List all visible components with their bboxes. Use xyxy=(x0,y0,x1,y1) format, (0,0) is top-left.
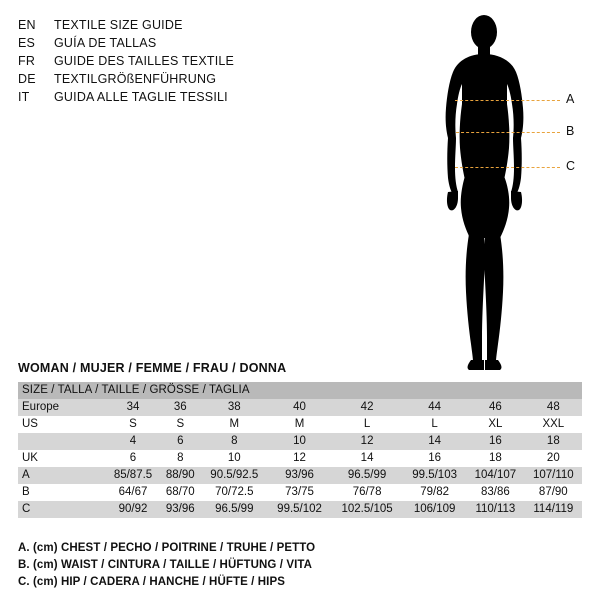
cell: 96.5/99 xyxy=(347,469,387,481)
row-label-us-numeric xyxy=(18,433,106,450)
language-text-es: GUÍA DE TALLAS xyxy=(54,36,157,50)
language-code-it: IT xyxy=(18,90,30,104)
silhouette-icon xyxy=(400,8,600,378)
measure-line-b xyxy=(456,132,560,133)
table-row xyxy=(18,501,582,518)
section-title: WOMAN / MUJER / FEMME / FRAU / DONNA xyxy=(18,361,287,375)
row-label-europe: Europe xyxy=(22,401,60,413)
row-label-b: B xyxy=(22,486,30,498)
cell: 96.5/99 xyxy=(215,503,254,515)
cell: 107/110 xyxy=(532,469,574,481)
cell: M xyxy=(294,418,305,430)
cell: 99.5/103 xyxy=(412,469,457,481)
language-code-fr: FR xyxy=(18,54,36,68)
cell: XL xyxy=(488,418,503,430)
row-label-c: C xyxy=(22,503,31,515)
row-label-us: US xyxy=(22,418,38,430)
cell: 16 xyxy=(428,452,441,464)
cell: 16 xyxy=(488,435,502,447)
cell: 14 xyxy=(360,452,374,464)
cell: 87/90 xyxy=(538,486,568,498)
cell: 93/96 xyxy=(165,503,195,515)
cell: 8 xyxy=(231,435,238,447)
cell: 70/72.5 xyxy=(215,486,254,498)
cell: 90/92 xyxy=(118,503,148,515)
cell: 8 xyxy=(177,452,184,464)
language-row-it xyxy=(18,88,318,106)
table-row xyxy=(18,484,582,501)
footnote-a: A. (cm) CHEST / PECHO / POITRINE / TRUHE / PETTO xyxy=(18,542,316,554)
cell: 6 xyxy=(129,452,137,464)
cell: 83/86 xyxy=(480,486,510,498)
cell: S xyxy=(129,418,137,430)
cell: 18 xyxy=(546,435,560,447)
footnote-b: B. (cm) WAIST / CINTURA / TAILLE / HÜFTUNG / VITA xyxy=(18,559,313,571)
language-row-es xyxy=(18,34,318,52)
language-code-de: DE xyxy=(18,72,36,86)
cell: XXL xyxy=(542,418,565,430)
table-header-row xyxy=(18,382,582,399)
table-row xyxy=(18,416,582,433)
table-row xyxy=(18,467,582,484)
language-code-en: EN xyxy=(18,18,36,32)
table-row xyxy=(18,433,582,450)
cell: 104/107 xyxy=(474,469,517,481)
language-header-block xyxy=(18,16,318,106)
language-row-fr xyxy=(18,52,318,70)
cell: 88/90 xyxy=(165,469,195,481)
cell: 90.5/92.5 xyxy=(210,469,259,481)
language-text-de: TEXTILGRÖßENFÜHRUNG xyxy=(54,72,217,86)
cell: 12 xyxy=(293,452,306,464)
table-row xyxy=(18,450,582,467)
cell: 14 xyxy=(428,435,441,447)
cell: 110/113 xyxy=(475,503,516,515)
measure-label-c: C xyxy=(566,159,576,173)
table-row xyxy=(18,399,582,416)
footnote-c: C. (cm) HIP / CADERA / HANCHE / HÜFTE / HIPS xyxy=(18,576,286,588)
row-label-a: A xyxy=(22,469,30,481)
cell: 79/82 xyxy=(420,486,449,498)
cell: 64/67 xyxy=(118,486,148,498)
cell: 38 xyxy=(227,401,241,413)
cell: 40 xyxy=(293,401,306,413)
measure-line-c xyxy=(455,167,560,168)
cell: 73/75 xyxy=(285,486,314,498)
cell: 48 xyxy=(546,401,560,413)
cell: 102.5/105 xyxy=(341,503,393,515)
cell: 4 xyxy=(129,435,137,447)
cell: 20 xyxy=(546,452,560,464)
measure-label-a: A xyxy=(566,92,575,106)
cell: 93/96 xyxy=(285,469,314,481)
cell: 68/70 xyxy=(165,486,195,498)
language-code-es: ES xyxy=(18,36,36,50)
measure-label-b: B xyxy=(566,124,575,138)
footnotes-block xyxy=(18,540,518,591)
language-text-en: TEXTILE SIZE GUIDE xyxy=(54,18,183,32)
cell: 6 xyxy=(177,435,184,447)
cell: 46 xyxy=(488,401,502,413)
language-text-it: GUIDA ALLE TAGLIE TESSILI xyxy=(54,90,228,104)
language-row-de xyxy=(18,70,318,88)
cell: 18 xyxy=(488,452,502,464)
cell: 42 xyxy=(360,401,374,413)
cell: 44 xyxy=(428,401,441,413)
cell: 114/119 xyxy=(533,503,574,515)
measure-line-a xyxy=(455,100,560,101)
cell: 106/109 xyxy=(413,503,456,515)
size-table xyxy=(18,382,582,518)
cell: 34 xyxy=(126,401,140,413)
cell: 36 xyxy=(173,401,187,413)
language-row-en xyxy=(18,16,318,34)
language-text-fr: GUIDE DES TAILLES TEXTILE xyxy=(54,54,235,68)
table-header-label: SIZE / TALLA / TAILLE / GRÖSSE / TAGLIA xyxy=(22,384,250,396)
cell: 10 xyxy=(293,435,306,447)
cell: M xyxy=(229,418,240,430)
cell: 99.5/102 xyxy=(277,503,322,515)
cell: S xyxy=(176,418,185,430)
cell: 10 xyxy=(227,452,241,464)
cell: 76/78 xyxy=(352,486,382,498)
cell: 85/87.5 xyxy=(113,469,153,481)
cell: 12 xyxy=(360,435,374,447)
cell: L xyxy=(431,418,438,430)
female-silhouette-figure xyxy=(400,8,600,378)
cell: L xyxy=(363,418,371,430)
row-label-uk: UK xyxy=(22,452,38,464)
